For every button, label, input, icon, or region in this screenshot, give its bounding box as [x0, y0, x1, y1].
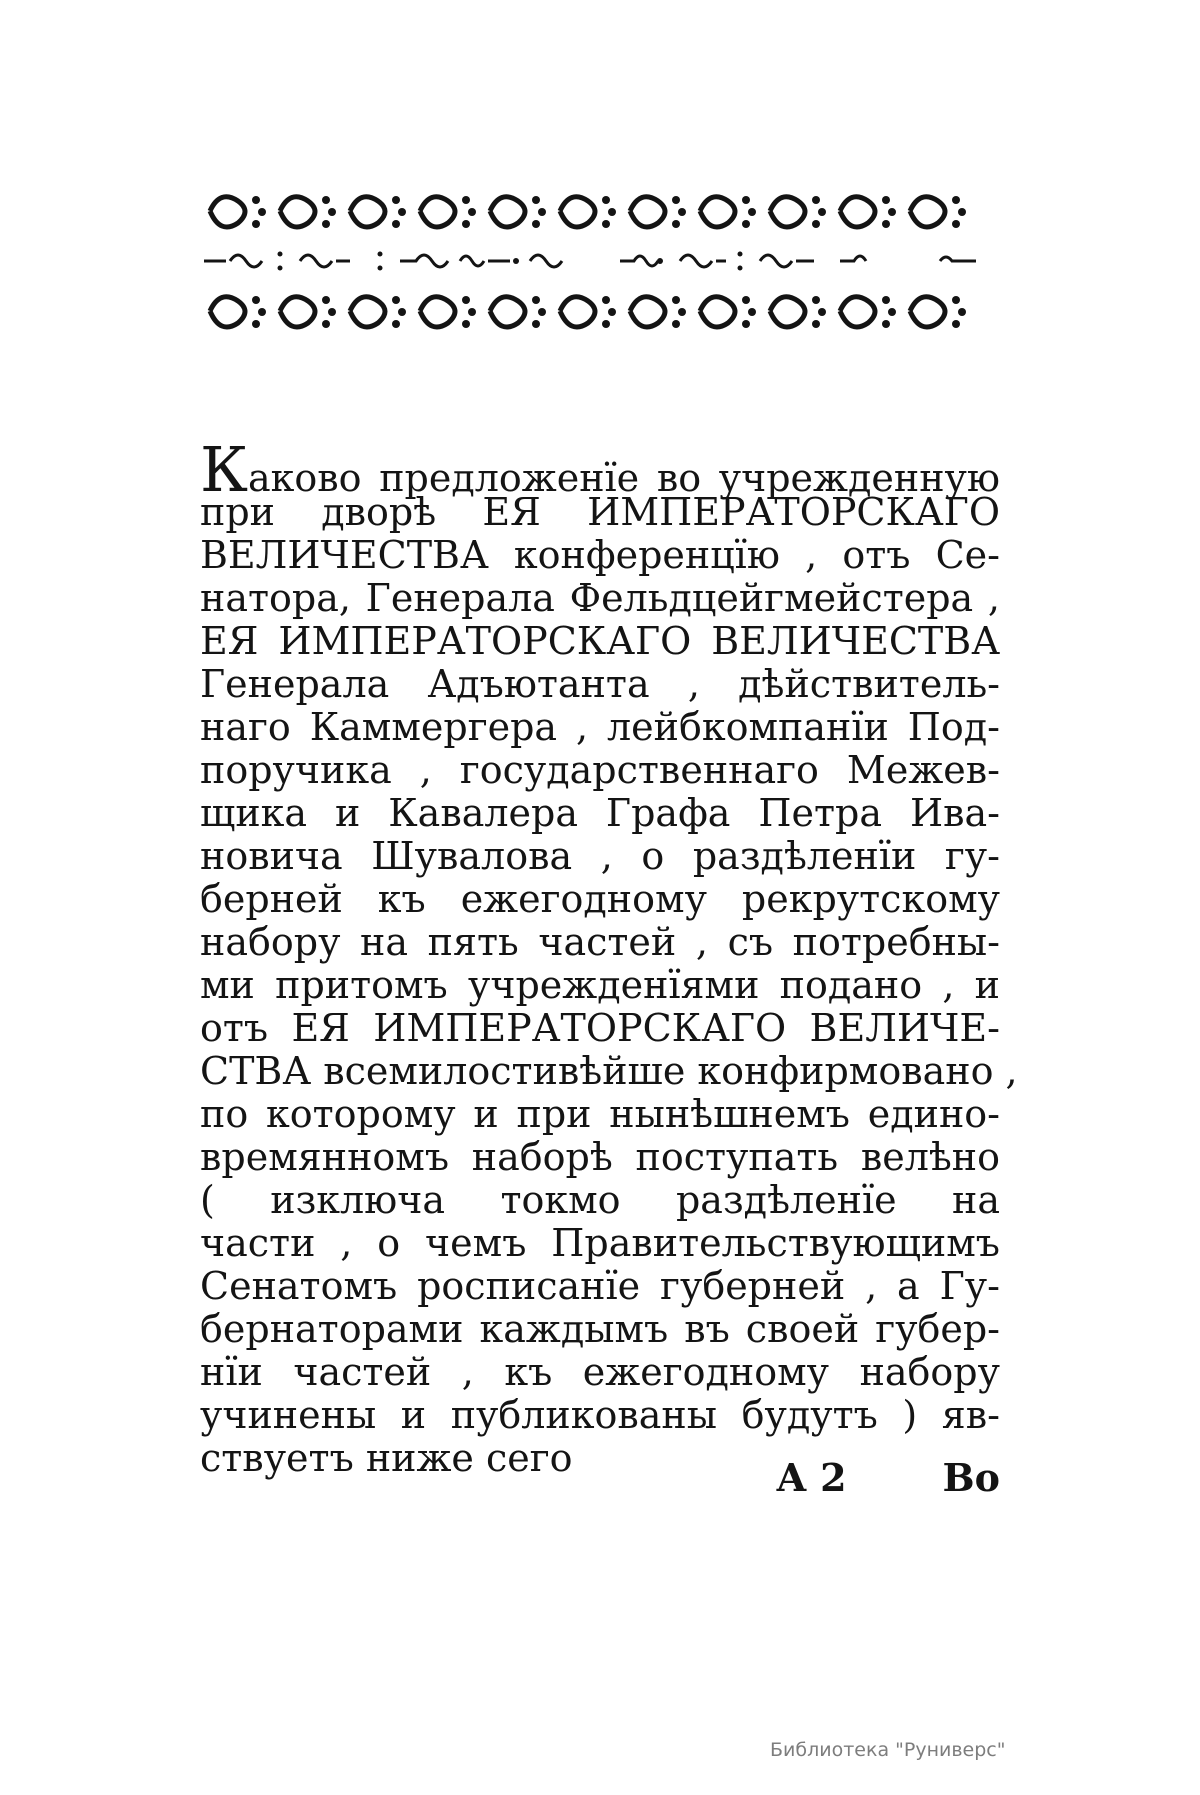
- ornament-band-middle-graphic: [200, 244, 1000, 278]
- text-line: учинены и публикованы будутъ ) яв-: [200, 1393, 1000, 1437]
- catchword: Во: [942, 1455, 1000, 1500]
- text-line: Сенатомъ росписанїе губерней , а Гу-: [200, 1264, 1000, 1308]
- library-watermark: Библиотека "Руниверс": [770, 1739, 1006, 1761]
- ornament-band-middle: [200, 244, 1000, 278]
- ornament-band-top: [200, 182, 1000, 240]
- text-line: набору на пять частей , съ потребны-: [200, 920, 1000, 964]
- text-line: по которому и при нынѣшнемъ едино-: [200, 1092, 1000, 1136]
- text-line: отъ ЕЯ ИМПЕРАТОРСКАГО ВЕЛИЧЕ-: [200, 1006, 1000, 1050]
- drop-cap: К: [200, 433, 248, 506]
- text-line: ЕЯ ИМПЕРАТОРСКАГО ВЕЛИЧЕСТВА: [200, 619, 1000, 663]
- text-line: Генерала Адъютанта , дѣйствитель-: [200, 662, 1000, 706]
- text-line: времянномъ наборѣ поступать велѣно: [200, 1135, 1000, 1179]
- text-line: [200, 433, 1000, 506]
- text-line: части , о чемъ Правительствующимъ: [200, 1221, 1000, 1265]
- text-line-content: аково предложенїе во учрежденную: [247, 456, 1000, 500]
- text-line: ми притомъ учрежденїями подано , и: [200, 963, 1000, 1007]
- text-line: ствуетъ ниже сего: [200, 1436, 573, 1480]
- text-line: поручика , государственнаго Межев-: [200, 748, 1000, 792]
- ornament-band-bottom-graphic: [200, 282, 1000, 340]
- text-line: ВЕЛИЧЕСТВА конференцїю , отъ Се-: [200, 533, 1000, 577]
- text-line: щика и Кавалера Графа Петра Ива-: [200, 791, 1000, 835]
- text-line: берней къ ежегодному рекрутскому: [200, 877, 1000, 921]
- text-line: ( изключа токмо раздѣленїе на: [200, 1178, 1000, 1222]
- text-line: натора, Генерала Фельдцейгмейстера ,: [200, 576, 1000, 620]
- text-line: при дворѣ ЕЯ ИМПЕРАТОРСКАГО: [200, 490, 1000, 534]
- text-line: нїи частей , къ ежегодному набору: [200, 1350, 1000, 1394]
- body-text: [200, 433, 1018, 1480]
- page-footer: [200, 1455, 1000, 1505]
- text-line: наго Каммергера , лейбкомпанїи Под-: [200, 705, 1000, 749]
- signature-mark: А 2: [776, 1455, 847, 1500]
- text-line: СТВА всемилостивѣйше конфирмовано ,: [200, 1049, 1018, 1093]
- ornament-band-top-graphic: [200, 182, 1000, 240]
- text-line: бернаторами каждымъ въ своей губер-: [200, 1307, 1000, 1351]
- ornament-band-bottom: [200, 282, 1000, 340]
- text-line: новича Шувалова , о раздѣленїи гу-: [200, 834, 1000, 878]
